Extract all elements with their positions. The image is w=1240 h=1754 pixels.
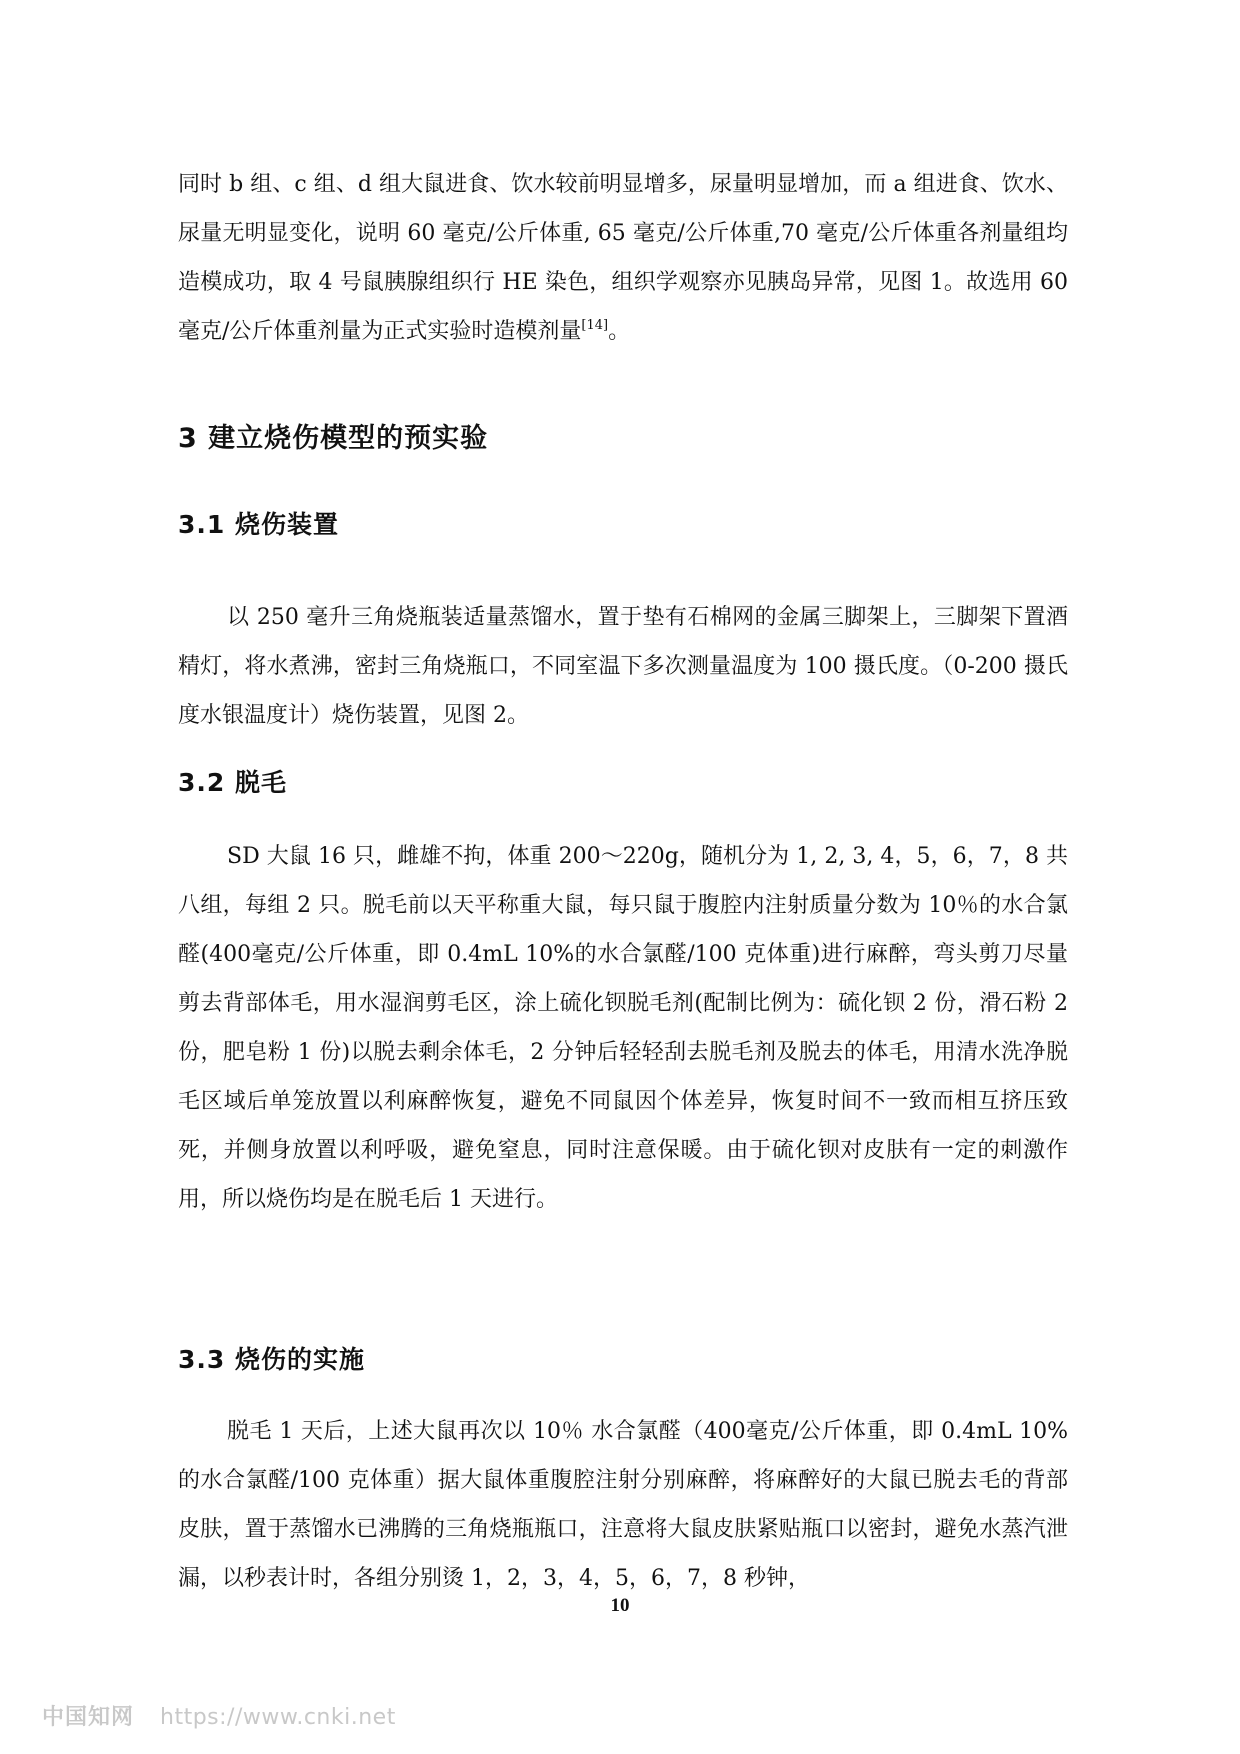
paragraph-burn-procedure: 脱毛 1 天后，上述大鼠再次以 10％ 水合氯醛（400毫克/公斤体重，即 0.4mL 10%的水合氯醛/100 克体重）据大鼠体重腹腔注射分别麻醉，将麻醉好的大鼠已脱去毛的背部皮肤，置于蒸馏水已沸腾的三角烧瓶瓶口，注意将大鼠皮肤紧贴瓶口以密封，避免水蒸汽泄漏，以秒表计时，各组分别烫 1，2，3，4，5，6，7，8 秒钟，	[178, 1419, 1068, 1591]
watermark-url: https://www.cnki.net	[160, 1705, 396, 1730]
cnki-watermark	[42, 1700, 396, 1731]
paragraph-hair-removal: SD 大鼠 16 只，雌雄不拘，体重 200～220g，随机分为 1, 2, 3, 4，5，6，7，8 共八组，每组 2 只。脱毛前以天平称重大鼠，每只鼠于腹腔内注射质量分数为 10％的水合氯醛(400毫克/公斤体重，即 0.4mL 10%的水合氯醛/100 克体重)进行麻醉，弯头剪刀尽量剪去背部体毛，用水湿润剪毛区，涂上硫化钡脱毛剂(配制比例为：硫化钡 2 份，滑石粉 2 份，肥皂粉 1 份)以脱去剩余体毛，2 分钟后轻轻刮去脱毛剂及脱去的体毛，用清水洗净脱毛区域后单笼放置以利麻醉恢复，避免不同鼠因个体差异，恢复时间不一致而相互挤压致死，并侧身放置以利呼吸，避免窒息，同时注意保暖。由于硫化钡对皮肤有一定的刺激作用，所以烧伤均是在脱毛后 1 天进行。	[178, 844, 1068, 1212]
subsection-heading-3-2: 3.2 脱毛	[178, 768, 287, 797]
page-number: 10	[610, 1595, 630, 1616]
paragraph-diabetes-model-result	[178, 160, 1068, 356]
section-heading-3: 3 建立烧伤模型的预实验	[178, 423, 489, 454]
subsection-heading-3-3: 3.3 烧伤的实施	[178, 1345, 365, 1374]
watermark-brand: 中国知网	[42, 1705, 135, 1730]
paragraph-text-end: 。	[608, 319, 631, 344]
citation-reference[interactable]: [14]	[581, 318, 609, 333]
paragraph-text: 同时 b 组、c 组、d 组大鼠进食、饮水较前明显增多，尿量明显增加，而 a 组进食、饮水、尿量无明显变化，说明 60 毫克/公斤体重, 65 毫克/公斤体重,70 毫克/公斤体重各剂量组均造模成功，取 4 号鼠胰腺组织行 HE 染色，组织学观察亦见胰岛异常，见图 1。故选用 60 毫克/公斤体重剂量为正式实验时造模剂量	[178, 172, 1068, 344]
paragraph-burn-device: 以 250 毫升三角烧瓶装适量蒸馏水，置于垫有石棉网的金属三脚架上，三脚架下置酒精灯，将水煮沸，密封三角烧瓶口，不同室温下多次测量温度为 100 摄氏度。（0-200 摄氏度水银温度计）烧伤装置，见图 2。	[178, 605, 1068, 728]
subsection-heading-3-1: 3.1 烧伤装置	[178, 510, 339, 539]
